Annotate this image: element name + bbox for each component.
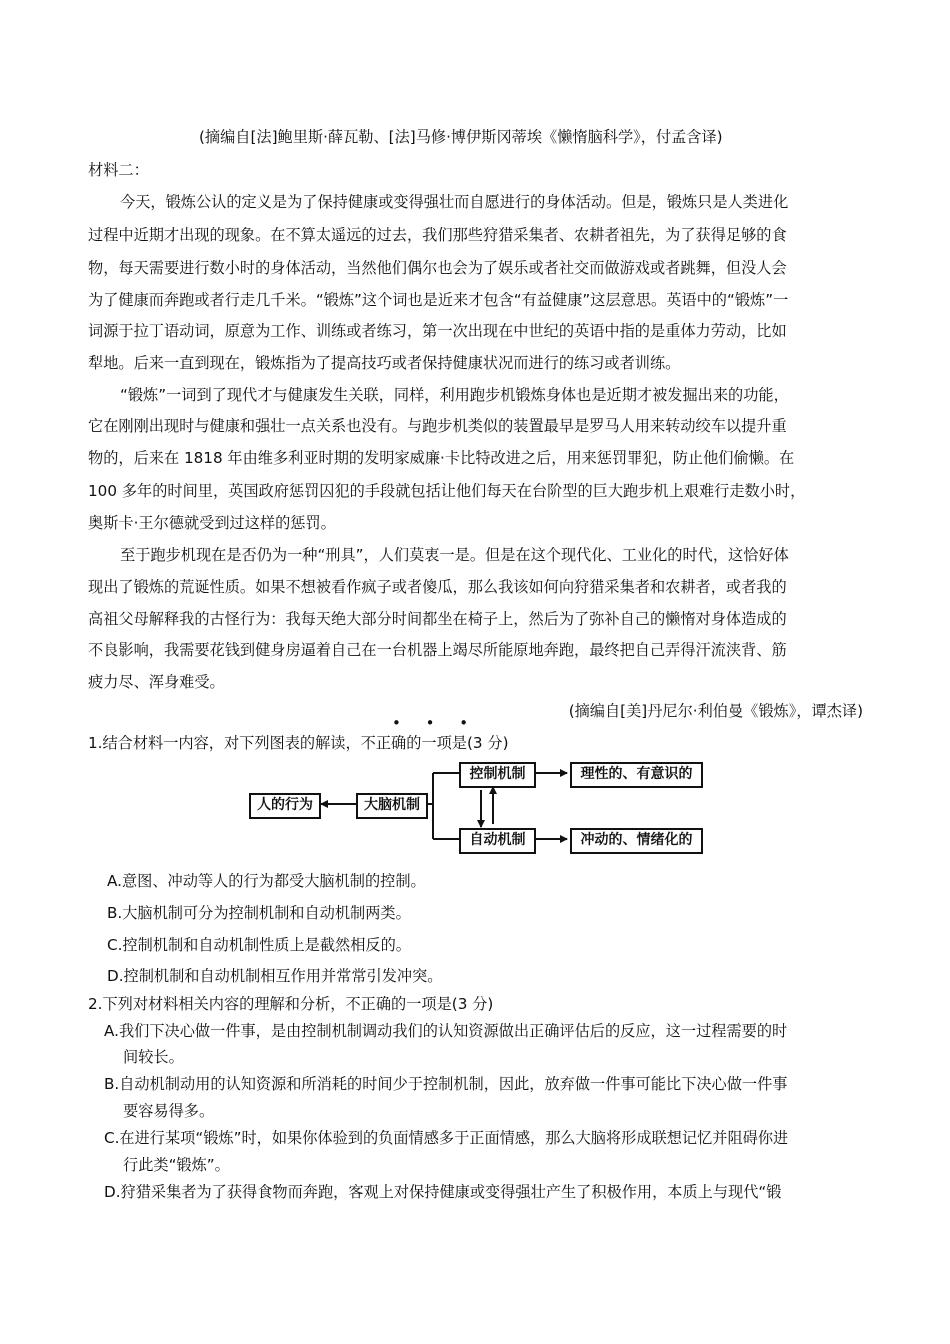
behavior-box: 人的行为: [249, 793, 321, 819]
question-1-option-a: A.意图、冲动等人的行为都受大脑机制的控制。: [107, 872, 426, 890]
question-1-option-d: D.控制机制和自动机制相互作用并常常引发冲突。: [107, 967, 443, 985]
text-line: 今天，锻炼公认的定义是为了保持健康或变得强壮而自愿进行的身体活动。但是，锻炼只是人类进化: [120, 193, 789, 211]
brain-mechanism-diagram: [247, 760, 707, 852]
text-line: 为了健康而奔跑或者行走几千米。“锻炼”这个词也是近来才包含“有益健康”这层意思。英语中的“锻炼”一: [88, 291, 789, 309]
auto-mechanism-box: 自动机制: [459, 828, 536, 854]
text-line: 不良影响，我需要花钱到健身房逼着自己在一台机器上竭尽所能原地奔跑，最终把自己弄得汗流浃背、筋: [88, 641, 787, 659]
question-2-option-a-cont: 间较长。: [123, 1048, 184, 1066]
material-one-source: (摘编自[法]鲍里斯·薛瓦勒、[法]马修·博伊斯冈蒂埃《懒惰脑科学》，付孟含译): [199, 128, 723, 146]
emphasis-dots: • • •: [392, 714, 479, 732]
control-mechanism-box: 控制机制: [459, 762, 536, 788]
text-line: 物的，后来在 1818 年由维多利亚时期的发明家威廉·卡比特改进之后，用来惩罚罪犯，防止他们偷懒。在: [88, 449, 795, 467]
text-line: 物，每天需要进行数小时的身体活动，当然他们偶尔也会为了娱乐或者社交而做游戏或者跳舞，但没人会: [88, 259, 787, 277]
question-2-option-d: D.狩猎采集者为了获得食物而奔跑，客观上对保持健康或变得强壮产生了积极作用，本质上与现代“锻: [104, 1183, 782, 1201]
impulsive-box: 冲动的、情绪化的: [570, 828, 703, 854]
text-line: 词源于拉丁语动词，原意为工作、训练或者练习，第一次出现在中世纪的英语中指的是重体力劳动，比如: [88, 322, 787, 340]
text-line: 至于跑步机现在是否仍为一种“刑具”，人们莫衷一是。但是在这个现代化、工业化的时代，这恰好体: [120, 546, 789, 564]
question-2-option-b-cont: 要容易得多。: [123, 1102, 215, 1120]
material-two-source: (摘编自[美]丹尼尔·利伯曼《锻炼》，谭杰译): [568, 702, 863, 720]
question-2-option-c-cont: 行此类“锻炼”。: [123, 1156, 230, 1174]
text-line: 犁地。后来一直到现在，锻炼指为了提高技巧或者保持健康状况而进行的练习或者训练。: [88, 354, 681, 372]
material-two-heading: 材料二：: [88, 161, 149, 179]
question-1-option-c: C.控制机制和自动机制性质上是截然相反的。: [107, 936, 411, 954]
brain-mechanism-box: 大脑机制: [356, 793, 428, 819]
text-line: 奥斯卡·王尔德就受到过这样的惩罚。: [88, 514, 336, 532]
question-2-option-a: A.我们下决心做一件事，是由控制机制调动我们的认知资源做出正确评估后的反应，这一过程需要的时: [104, 1022, 788, 1040]
text-line: 现出了锻炼的荒诞性质。如果不想被看作疯子或者傻瓜，那么我该如何向狩猎采集者和农耕者，或者我的: [88, 578, 787, 596]
text-line: 100 多年的时间里，英国政府惩罚囚犯的手段就包括让他们每天在台阶型的巨大跑步机上艰难行走数小时，: [88, 482, 806, 500]
text-line: 它在刚刚出现时与健康和强壮一点关系也没有。与跑步机类似的装置最早是罗马人用来转动绞车以提升重: [88, 417, 787, 435]
question-2-option-c: C.在进行某项“锻炼”时，如果你体验到的负面情感多于正面情感，那么大脑将形成联想记忆并阻碍你进: [104, 1129, 789, 1147]
question-2-stem: 2.下列对材料相关内容的理解和分析，不正确的一项是(3 分): [88, 995, 494, 1013]
text-line: 高祖父母解释我的古怪行为：我每天绝大部分时间都坐在椅子上，然后为了弥补自己的懒惰对身体造成的: [88, 610, 787, 628]
text-line: 过程中近期才出现的现象。在不算太遥远的过去，我们那些狩猎采集者、农耕者祖先，为了获得足够的食: [88, 226, 787, 244]
question-1-stem: 1.结合材料一内容，对下列图表的解读，不正确的一项是(3 分): [88, 734, 509, 752]
text-line: 疲力尽、浑身难受。: [88, 673, 225, 691]
text-line: “锻炼”一词到了现代才与健康发生关联，同样，利用跑步机锻炼身体也是近期才被发掘出来的功能，: [120, 386, 789, 404]
rational-box: 理性的、有意识的: [570, 762, 703, 788]
question-1-option-b: B.大脑机制可分为控制机制和自动机制两类。: [107, 904, 411, 922]
question-2-option-b: B.自动机制动用的认知资源和所消耗的时间少于控制机制，因此，放弃做一件事可能比下决心做一件事: [104, 1075, 788, 1093]
